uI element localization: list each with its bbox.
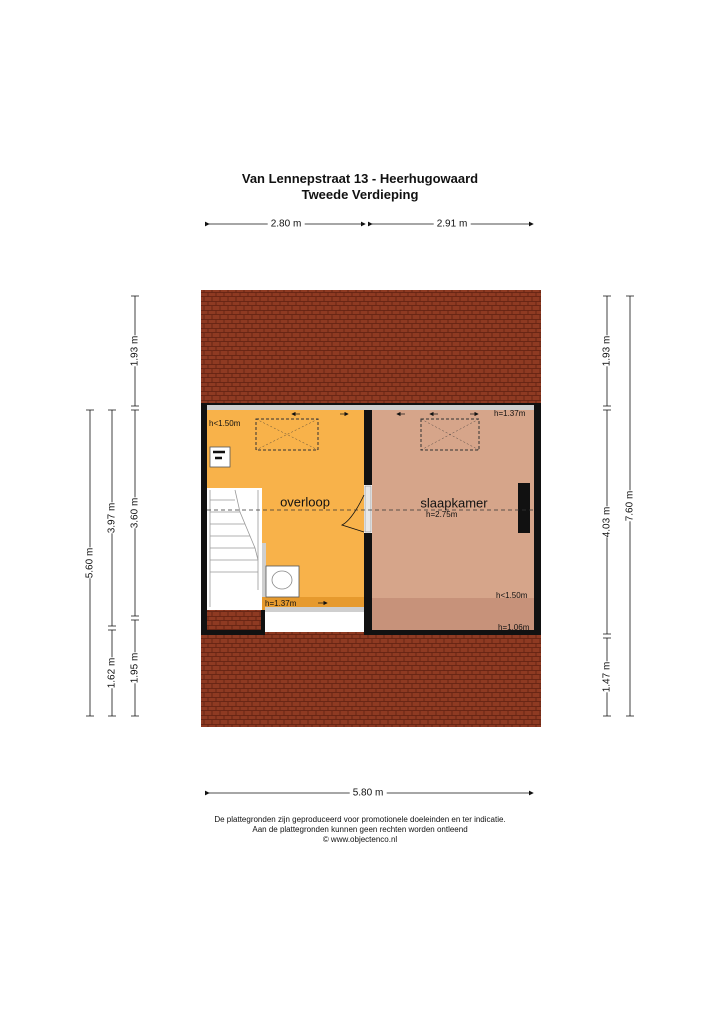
overloop-height-top: h<1.50m: [209, 419, 241, 428]
washing-machine: [266, 566, 299, 597]
dim-left-total: 5.60 m: [82, 548, 99, 579]
slaapkamer-height-lower: h<1.50m: [496, 591, 528, 600]
dim-top-right: 2.91 m: [434, 219, 471, 230]
hatch-panel: [262, 543, 266, 597]
dim-bottom-total: 5.80 m: [350, 788, 387, 799]
dim-right-roof-top: 1.93 m: [599, 336, 616, 367]
stair-block: [207, 488, 262, 610]
dim-left-mid: 3.97 m: [104, 503, 121, 534]
slaapkamer-height-bottom: h=1.06m: [498, 623, 530, 632]
dim-top-left: 2.80 m: [268, 219, 305, 230]
disclaimer-line-1: De plattegronden zijn geproduceerd voor promotionele doeleinden en ter indicatie.: [214, 815, 506, 824]
plan-title: Van Lennepstraat 13 - Heerhugowaard: [241, 171, 479, 186]
roof-top: [201, 290, 541, 403]
dim-right-total: 7.60 m: [622, 491, 639, 522]
dim-left-small: 1.62 m: [104, 658, 121, 689]
disclaimer-line-2: Aan de plattegronden kunnen geen rechten worden ontleend: [252, 825, 468, 834]
overloop-height-bottom: h=1.37m: [265, 599, 297, 608]
dim-right-lower: 1.47 m: [599, 662, 616, 693]
dim-left-inner: 3.60 m: [127, 498, 144, 529]
room-overloop-label: overloop: [280, 494, 330, 510]
door-frame: [365, 486, 371, 532]
copyright-line: © www.objectenco.nl: [322, 835, 398, 844]
roof-bottom: [201, 632, 541, 727]
dim-left-roof-top: 1.93 m: [127, 336, 144, 367]
knee-wall-top: [207, 405, 534, 410]
plan-subtitle: Tweede Verdieping: [301, 187, 419, 202]
dim-left-lower: 1.95 m: [127, 653, 144, 684]
slaapkamer-height-top: h=1.37m: [494, 409, 526, 418]
dim-right-inner: 4.03 m: [599, 507, 616, 538]
boiler-unit: [210, 447, 230, 467]
slaapkamer-height-center: h=2.75m: [426, 510, 458, 519]
room-slaapkamer-label: slaapkamer: [420, 495, 488, 511]
